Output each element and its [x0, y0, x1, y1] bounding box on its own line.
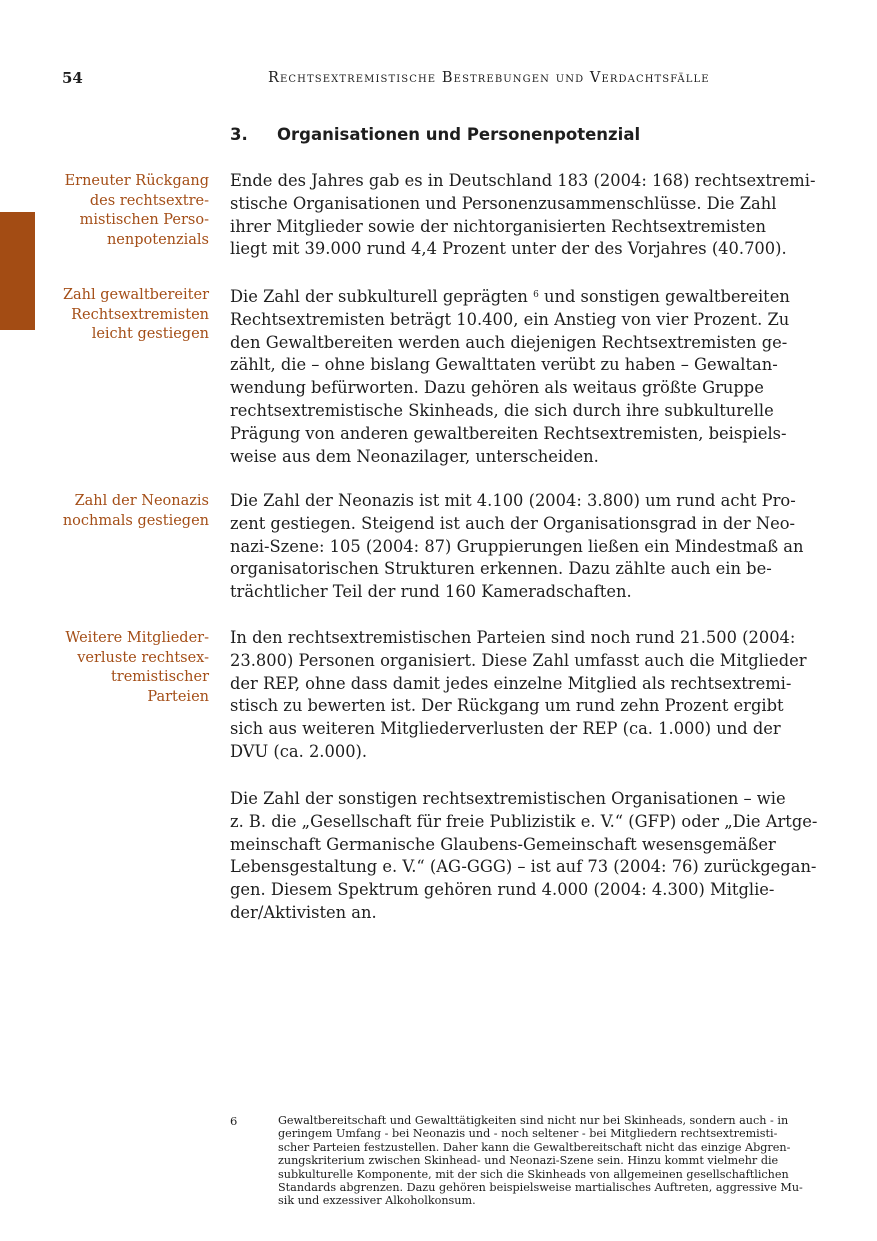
paragraph-line: sich aus weiteren Mitgliederverlusten der REP (ca. 1.000) und der [230, 719, 781, 739]
paragraph-line: ihrer Mitglieder sowie der nichtorganisierten Rechtsextremisten [230, 216, 767, 236]
paragraph-line: Rechtsextremisten beträgt 10.400, ein Anstieg von vier Prozent. Zu [230, 309, 790, 329]
body-paragraph [230, 170, 816, 261]
footnote-text [278, 1114, 803, 1208]
margin-note-line: Erneuter Rückgang [64, 173, 209, 189]
paragraph-line: Die Zahl der sonstigen rechtsextremistischen Organisationen – wie [230, 789, 786, 808]
margin-note-line: Zahl der Neonazis [74, 493, 209, 509]
running-header: Rechtsextremistische Bestrebungen und Verdachtsfälle [268, 70, 710, 86]
paragraph-line: z. B. die „Gesellschaft für freie Publizistik e. V.“ (GFP) oder „Die Artge- [230, 811, 818, 831]
paragraph-line: Lebensgestaltung e. V.“ (AG-GGG) – ist auf 73 (2004: 76) zurückgegan- [230, 857, 817, 877]
paragraph-line: organisatorischen Strukturen erkennen. Dazu zählte auch ein be- [230, 559, 772, 579]
paragraph-line: rechtsextremistische Skinheads, die sich durch ihre subkulturelle [230, 400, 774, 420]
margin-note-line: leicht gestiegen [91, 326, 209, 342]
footnote-line: zungskriterium zwischen Skinhead- und Neonazi-Szene sein. Hinzu kommt vielmehr die [278, 1154, 779, 1168]
paragraph-line: stisch zu bewerten ist. Der Rückgang um rund zehn Prozent ergibt [230, 696, 784, 716]
margin-note-line: Zahl gewaltbereiter [62, 287, 209, 303]
margin-note-line: Rechtsextremisten [71, 306, 209, 323]
paragraph-line: Ende des Jahres gab es in Deutschland 183 (2004: 168) rechtsextremi- [230, 171, 816, 190]
page-number: 54 [62, 69, 83, 87]
footnote-line: subkulturelle Komponente, mit der sich die Skinheads von allgemeinen gesellschaftlichen [278, 1167, 789, 1181]
paragraph-line: zählt, die – ohne bislang Gewalttaten verübt zu haben – Gewaltan- [230, 355, 778, 375]
margin-note-line: mistischen Perso- [79, 212, 209, 228]
footnote-reference: 6 [533, 290, 539, 300]
paragraph-line: wendung befürworten. Dazu gehören als weitaus größte Gruppe [230, 378, 764, 398]
body-paragraph [230, 788, 818, 925]
paragraph-line: 23.800) Personen organisiert. Diese Zahl umfasst auch die Mitglieder [230, 650, 807, 670]
paragraph-line: weise aus dem Neonazilager, unterscheiden. [230, 446, 599, 466]
paragraph-line: der REP, ohne dass damit jedes einzelne Mitglied als rechtsextremi- [230, 673, 792, 693]
paragraph-line: gen. Diesem Spektrum gehören rund 4.000 (2004: 4.300) Mitglie- [230, 880, 775, 900]
paragraph-line: den Gewaltbereiten werden auch diejenigen Rechtsextremisten ge- [230, 332, 788, 352]
margin-note-line: nenpotenzials [106, 231, 209, 248]
margin-note-line: nochmals gestiegen [62, 512, 209, 529]
paragraph-line: liegt mit 39.000 rund 4,4 Prozent unter der des Vorjahres (40.700). [230, 239, 787, 259]
body-paragraph [230, 490, 804, 604]
margin-note-line: Parteien [147, 688, 209, 705]
paragraph-text: und sonstigen gewaltbereiten [538, 287, 790, 306]
body-paragraph [230, 627, 807, 764]
side-tab-marker [0, 212, 35, 330]
paragraph-line: zent gestiegen. Steigend ist auch der Organisationsgrad in der Neo- [230, 513, 796, 533]
footnote-line: scher Parteien festzustellen. Daher kann die Gewaltbereitschaft nicht das einzige Abgren- [278, 1140, 791, 1154]
paragraph-line [230, 284, 790, 309]
section-heading [230, 125, 640, 144]
footnote-line: Standards abgrenzen. Dazu gehören beispielsweise martialisches Auftreten, aggressive Mu- [278, 1181, 803, 1195]
paragraph-line: Die Zahl der Neonazis ist mit 4.100 (2004: 3.800) um rund acht Pro- [230, 491, 796, 510]
paragraph-line: der/Aktivisten an. [230, 902, 377, 922]
margin-note-line: des rechtsextre- [89, 192, 209, 209]
margin-note-line: Weitere Mitglieder- [65, 630, 209, 646]
margin-note-line: tremistischer [110, 669, 209, 685]
paragraph-line: meinschaft Germanische Glaubens-Gemeinschaft wesensgemäßer [230, 834, 776, 854]
paragraph-line: In den rechtsextremistischen Parteien sind noch rund 21.500 (2004: [230, 628, 796, 647]
margin-note [40, 629, 209, 707]
paragraph-line: stische Organisationen und Personenzusammenschlüsse. Die Zahl [230, 193, 777, 213]
body-paragraph [230, 284, 790, 468]
footnote-line: Gewaltbereitschaft und Gewalttätigkeiten sind nicht nur bei Skinheads, sondern auch - in [278, 1114, 789, 1127]
paragraph-line: trächtlicher Teil der rund 160 Kameradschaften. [230, 582, 632, 602]
margin-note [40, 286, 209, 345]
footnote-number: 6 [230, 1114, 238, 1128]
section-title: Organisationen und Personenpotenzial [277, 125, 641, 144]
paragraph-line: DVU (ca. 2.000). [230, 741, 368, 761]
margin-note [40, 492, 209, 531]
section-number: 3. [230, 125, 248, 144]
footnote-line: sik und exzessiver Alkoholkonsum. [278, 1194, 476, 1208]
paragraph-text: Die Zahl der subkulturell geprägten [230, 287, 528, 306]
paragraph-line: Prägung von anderen gewaltbereiten Rechtsextremisten, beispiels- [230, 423, 787, 443]
paragraph-line: nazi-Szene: 105 (2004: 87) Gruppierungen ließen ein Mindestmaß an [230, 536, 804, 556]
margin-note-line: verluste rechtsex- [77, 649, 209, 666]
footnote-line: geringem Umfang - bei Neonazis und - noch seltener - bei Mitgliedern rechtsextremisti- [278, 1127, 778, 1141]
margin-note [40, 172, 209, 250]
